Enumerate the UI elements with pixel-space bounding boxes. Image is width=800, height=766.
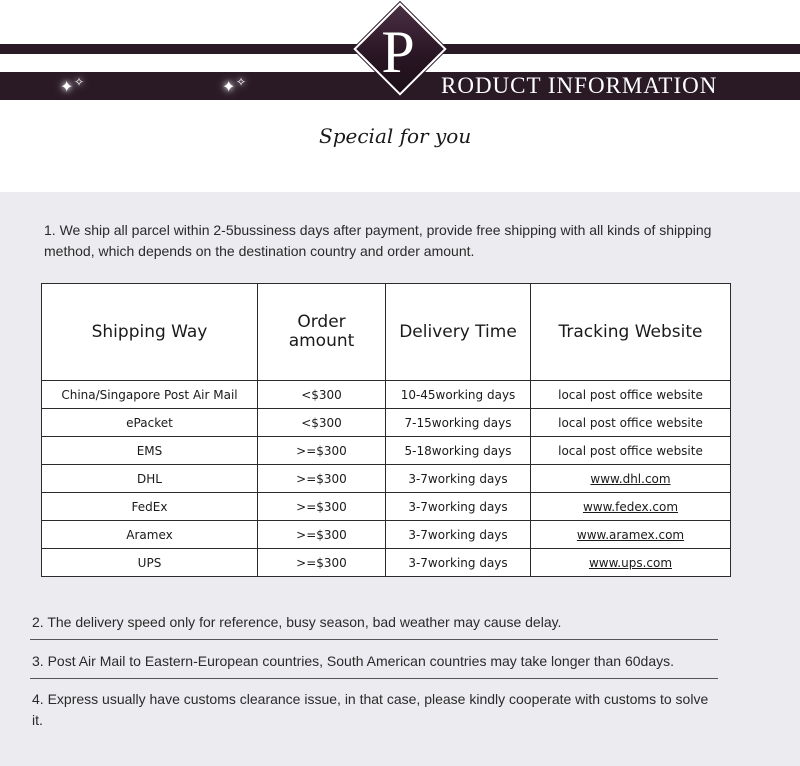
delivery-time-cell: 10-45working days — [386, 381, 531, 409]
order-amount-cell: >=$300 — [258, 465, 386, 493]
page-subtitle: Special for you — [319, 124, 472, 148]
table-row — [42, 549, 731, 577]
order-amount-cell: >=$300 — [258, 493, 386, 521]
delivery-time-cell: 3-7working days — [386, 521, 531, 549]
table-row — [42, 437, 731, 465]
divider — [30, 639, 718, 640]
title-initial: P — [381, 19, 415, 85]
shipping-way-cell: ePacket — [42, 409, 258, 437]
shipping-note-2: 2. The delivery speed only for reference, busy season, bad weather may cause delay. — [32, 614, 562, 630]
order-amount-cell: >=$300 — [258, 437, 386, 465]
tracking-link[interactable]: www.fedex.com — [582, 499, 679, 514]
table-header-row — [42, 284, 731, 381]
order-amount-cell: >=$300 — [258, 521, 386, 549]
page-title: RODUCT INFORMATION — [441, 73, 718, 98]
sparkle-icon: ✦ — [60, 77, 74, 96]
divider — [30, 678, 718, 679]
table-row — [42, 521, 731, 549]
column-header: Tracking Website — [531, 284, 731, 381]
delivery-time-cell: 7-15working days — [386, 409, 531, 437]
column-header-label: Order amount — [288, 312, 355, 351]
tracking-website-cell — [531, 465, 731, 493]
tracking-website-cell — [531, 493, 731, 521]
content-area — [0, 192, 800, 766]
shipping-way-cell: Aramex — [42, 521, 258, 549]
order-amount-cell: >=$300 — [258, 549, 386, 577]
table-row — [42, 381, 731, 409]
tracking-website-cell: local post office website — [531, 409, 731, 437]
shipping-note-4: 4. Express usually have customs clearance issue, in that case, please kindly cooperate with customs to solve it. — [32, 691, 709, 728]
table-row — [42, 493, 731, 521]
column-header: Shipping Way — [42, 284, 258, 381]
tracking-website-cell — [531, 549, 731, 577]
delivery-time-cell: 5-18working days — [386, 437, 531, 465]
delivery-time-cell: 3-7working days — [386, 549, 531, 577]
order-amount-cell: <$300 — [258, 409, 386, 437]
tracking-website-cell: local post office website — [531, 437, 731, 465]
shipping-way-cell: EMS — [42, 437, 258, 465]
shipping-way-cell: DHL — [42, 465, 258, 493]
shipping-table — [41, 283, 731, 577]
tracking-link[interactable]: www.dhl.com — [590, 471, 671, 486]
tracking-link[interactable]: www.ups.com — [588, 555, 673, 570]
shipping-note-3: 3. Post Air Mail to Eastern-European countries, South American countries may take longer than 60days. — [32, 653, 675, 669]
sparkle-icon: ✧ — [236, 75, 247, 89]
shipping-way-cell: China/Singapore Post Air Mail — [42, 381, 258, 409]
tracking-link[interactable]: www.aramex.com — [576, 527, 685, 542]
delivery-time-cell: 3-7working days — [386, 465, 531, 493]
table-row — [42, 465, 731, 493]
shipping-way-cell: FedEx — [42, 493, 258, 521]
sparkle-icon: ✧ — [74, 75, 85, 89]
column-header — [258, 284, 386, 381]
product-info-banner — [0, 0, 800, 192]
sparkle-icon: ✦ — [222, 77, 236, 96]
logo-diamond — [353, 2, 443, 92]
delivery-time-cell: 3-7working days — [386, 493, 531, 521]
shipping-note-1: 1. We ship all parcel within 2-5bussiness days after payment, provide free shipping with all kinds of shipping method, which depends on the destination country and order amount. — [44, 222, 712, 259]
shipping-way-cell: UPS — [42, 549, 258, 577]
column-header: Delivery Time — [386, 284, 531, 381]
tracking-website-cell: local post office website — [531, 381, 731, 409]
table-row — [42, 409, 731, 437]
tracking-website-cell — [531, 521, 731, 549]
order-amount-cell: <$300 — [258, 381, 386, 409]
